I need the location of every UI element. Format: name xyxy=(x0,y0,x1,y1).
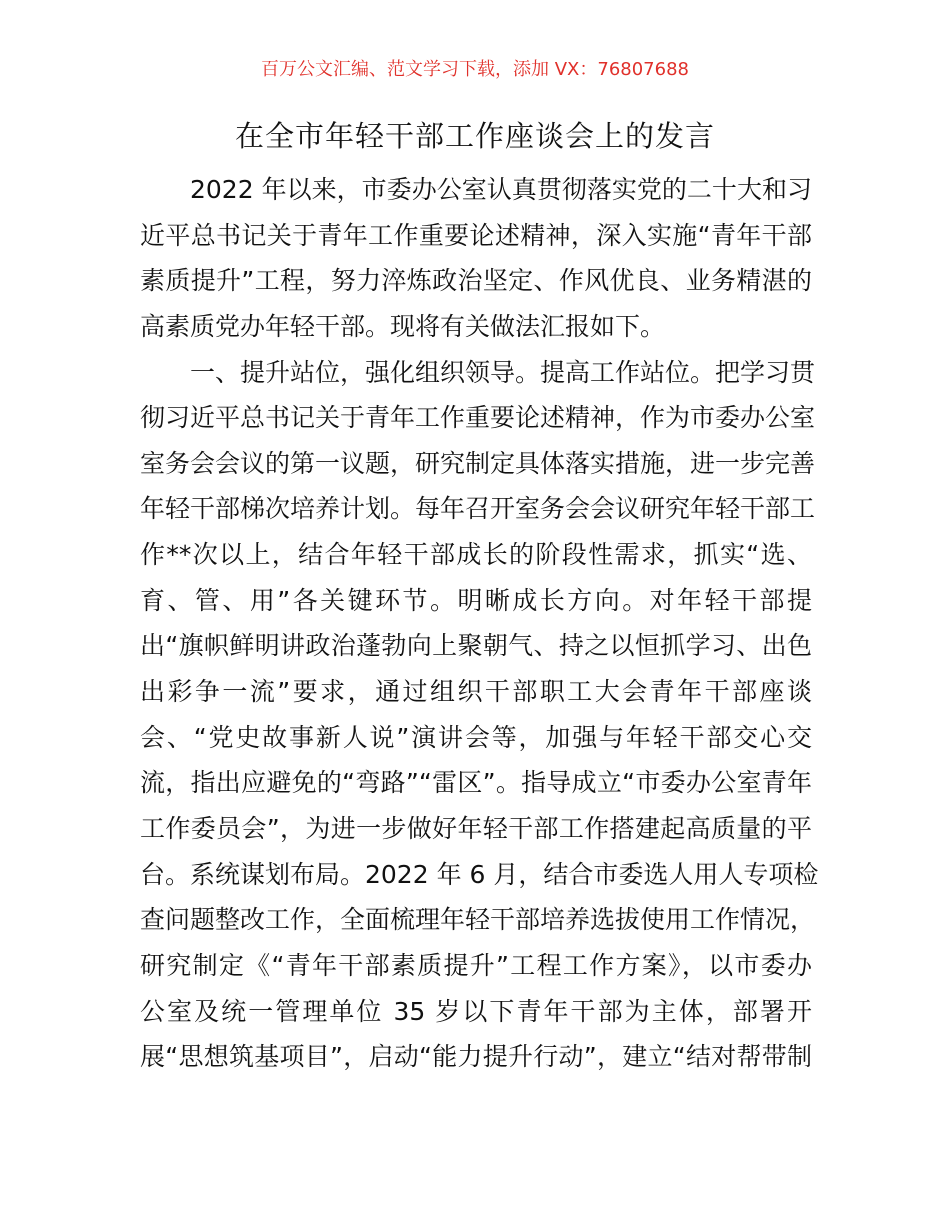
text-line: 育、管、用”各关键环节。明晰成长方向。对年轻干部提 xyxy=(140,585,812,615)
text-line: 查问题整改工作，全面梳理年轻干部培养选拔使用工作情况， xyxy=(140,905,816,935)
text-line: 出“旗帜鲜明讲政治蓬勃向上聚朝气、持之以恒抓学习、出色 xyxy=(140,631,812,661)
text-line: 出彩争一流”要求，通过组织干部职工大会青年干部座谈 xyxy=(140,677,812,707)
text-line: 作**次以上，结合年轻干部成长的阶段性需求，抓实“选、 xyxy=(140,540,812,570)
text-line: 研究制定《“青年干部素质提升”工程工作方案》，以市委办 xyxy=(140,950,812,980)
text-line: 一、提升站位，强化组织领导。提高工作站位。把学习贯 xyxy=(190,357,816,387)
text-line: 2022 年以来，市委办公室认真贯彻落实党的二十大和习 xyxy=(190,175,812,204)
text-line: 年轻干部梯次培养计划。每年召开室务会会议研究年轻干部工 xyxy=(140,494,816,524)
paragraph xyxy=(140,167,812,350)
text-line: 素质提升”工程，努力淬炼政治坚定、作风优良、业务精湛的 xyxy=(140,266,812,296)
watermark-header: 百万公文汇编、范文学习下载，添加 VX：76807688 xyxy=(261,59,689,80)
paragraph xyxy=(140,350,819,1080)
text-line: 工作委员会”，为进一步做好年轻干部工作搭建起高质量的平 xyxy=(140,813,812,843)
text-line: 展“思想筑基项目”，启动“能力提升行动”，建立“结对帮带制 xyxy=(140,1042,812,1072)
document-title: 在全市年轻干部工作座谈会上的发言 xyxy=(234,119,715,153)
text-line: 近平总书记关于青年工作重要论述精神，深入实施“青年干部 xyxy=(140,220,812,250)
text-line: 会、“党史故事新人说”演讲会等，加强与年轻干部交心交 xyxy=(140,722,812,752)
text-line: 流，指出应避免的“弯路”“雷区”。指导成立“市委办公室青年 xyxy=(140,768,812,798)
document-body xyxy=(140,167,819,1080)
text-line: 台。系统谋划布局。2022 年 6 月，结合市委选人用人专项检 xyxy=(140,859,819,889)
text-line: 彻习近平总书记关于青年工作重要论述精神，作为市委办公室 xyxy=(140,403,816,433)
text-line: 高素质党办年轻干部。现将有关做法汇报如下。 xyxy=(140,311,666,341)
text-line: 室务会会议的第一议题，研究制定具体落实措施，进一步完善 xyxy=(140,448,816,478)
text-line: 公室及统一管理单位 35 岁以下青年干部为主体，部署开 xyxy=(140,996,812,1026)
